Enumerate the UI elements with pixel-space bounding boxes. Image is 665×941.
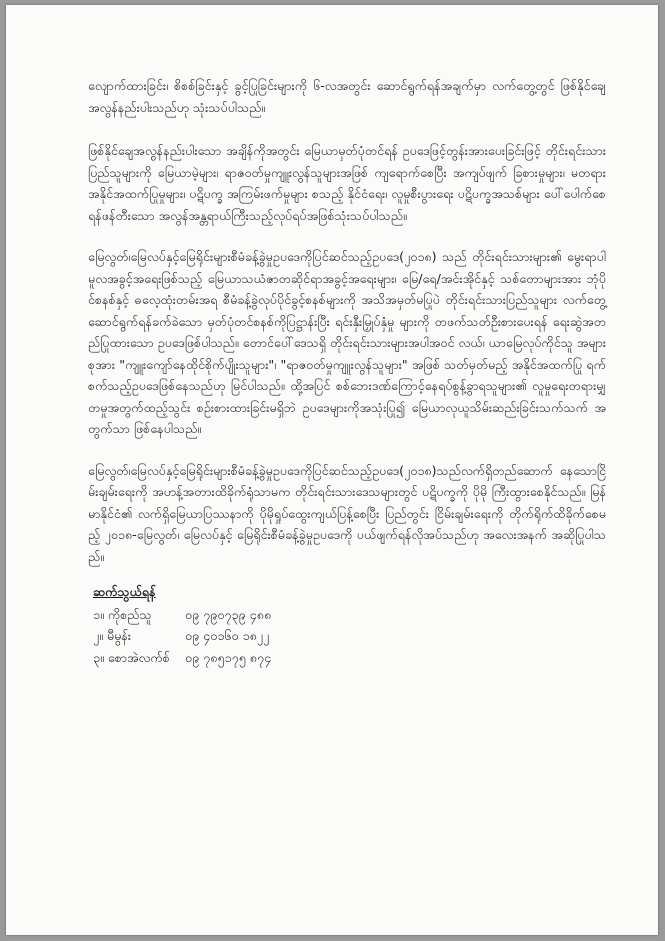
contact-section [93, 581, 513, 668]
contact-name: ၂။ မီမွန်း [93, 628, 132, 643]
contact-row [93, 647, 513, 669]
contact-name: ၃။ စောအဲလက်စ် [93, 649, 170, 665]
paragraph-4: မြေလွတ်၊မြေလပ်နှင့်မြေရိုင်းများစီမံခန့်ခွဲမှုဥပဒေကိုပြင်ဆင်သည့်ဥပဒေ(၂၀၁၈)သည်လက်ရှိတည်ဆောက် နေသောငြိမ်းချမ်းရေးကို အဟန့်အတားထိခိုက်ရုံသာမက တိုင်းရင်းသားဒေသများတွင် ပဋိပက္ခကို ပိုမို ကြီးထွားစေနိုင်သည်။ မြန်မာနိုင်ငံ၏ လက်ရှိမြေယာပြဿနာကို ပိုမိုရှုပ်ထွေးကျယ်ပြန့်စေပြီး ပြည်တွင်း ငြိမ်းချမ်းရေးကို တိုက်ရိုက်ထိခိုက်စေမည့် ၂၀၁၈-မြေလွတ်၊ မြေလပ်နှင့် မြေရိုင်းစီမံခန့်ခွဲမှုဥပဒေကို ပယ်ဖျက်ရန်လိုအပ်သည်ဟု အလေးအနက် အဆိုပြုပါသည်။ [88, 462, 606, 564]
contact-phone: ၀၉ ၇၉၀၇၃၉ ၄၈၈ [185, 606, 272, 622]
contact-phone: ၀၉ ၄၀၁၆၀ ၁၈၂၂ [185, 628, 270, 643]
contact-phone: ၀၉ ၇၈၅၁၇၅ ၈၇၄ [185, 649, 272, 665]
statement-body [88, 75, 606, 587]
contact-row [93, 625, 513, 647]
contact-title: ဆက်သွယ်ရန် [93, 584, 156, 599]
contact-row [93, 604, 513, 626]
document-page [6, 5, 658, 935]
paragraph-3: မြေလွတ်၊မြေလပ်နှင့်မြေရိုင်းများစီမံခန့်ခွဲမှုဥပဒေကိုပြင်ဆင်သည့်ဥပဒေ(၂၀၁၈) သည် တိုင်းရင်းသားများ၏ မွေးရာပါမူလအခွင့်အရေးဖြစ်သည့် မြေယာသယံဇာတဆိုင်ရာအခွင့်အရေးများ၊ မြေ/ရေ/အင်းအိုင်နှင့် သစ်တောများအား ဘုံပိုင်စနစ်နှင့် ဓလေ့ထုံးတမ်းအရ စီမံခန့်ခွဲလုပ်ပိုင်ခွင့်စနစ်များကို အသိအမှတ်မပြုပဲ တိုင်းရင်းသားပြည်သူများ လက်တွေ့ဆောင်ရွက်ရန်ခက်ခဲသော မှတ်ပုံတင်စနစ်ကိုပြဋ္ဌာန်းပြီး ရင်းနှီးမြှုပ်နှံမှု များကို တဖက်သတ်ဦးစားပေးရန် ရေးဆွဲအတည်ပြုထားသော ဥပဒေဖြစ်ပါသည်။ တောင်ပေါ်ဒေသရှိ တိုင်းရင်းသားများအပါအဝင် လယ်၊ ယာမြေလုပ်ကိုင်သူ အများစုအား "ကျူးကျော်နေထိုင်စိုက်ပျိုးသူများ"၊ "ရာဇဝတ်မှုကျူးလွန်သူများ" အဖြစ် သတ်မှတ်မည့် အနိုင်အထက်ပြု ရက်စက်သည့်ဥပဒေဖြစ်နေသည်ဟု မြင်ပါသည်။ ထို့အပြင် စစ်ဘေးဒဏ်ကြောင့်နေရပ်စွန့်ခွာရသူများ၏ လူမှုရေးတရားမျှတမှုအတွက်ထည့်သွင်း စဉ်းစားထားခြင်းမရှိဘဲ ဥပဒေများကိုအသုံးပြု၍ မြေယာလုယူသိမ်းဆည်းခြင်းသက်သက် အတွက်သာ ဖြစ်နေပါသည်။ [88, 249, 606, 436]
paragraph-2: ဖြစ်နိုင်ချေအလွန်နည်းပါးသော အချိန်ကိုအတွင်း မြေယာမှတ်ပုံတင်ရန် ဥပဒေဖြင့်တွန်းအားပေးခြင်းဖြင့် တိုင်းရင်းသားပြည်သူများကို မြေယာမဲ့များ၊ ရာဇဝတ်မှုကျူးလွန်သူများအဖြစ် ကျရောက်စေပြီး အကျပ်ဖျက် ခြစားမှုများ၊ မတရား အနိုင်အထက်ပြုမှုများ၊ ပဋိပက္ခ အကြမ်းဖက်မှုများ စသည့် နိုင်ငံရေး၊ လူမှုစီးပွားရေး ပဋိပက္ခအသစ်များ ပေါ်ပေါက်စေရန်ဖန်တီးသော အလွန်အန္တရာယ်ကြီးသည့်လုပ်ရပ်အဖြစ်သုံးသပ်ပါသည်။ [88, 143, 606, 223]
paragraph-1: လျောက်ထားခြင်း၊ စိစစ်ခြင်းနှင့် ခွင့်ပြုခြင်းများကို ၆-လအတွင်း ဆောင်ရွက်ရန်အချက်မှာ လက်တွေ့တွင် ဖြစ်နိုင်ချေ အလွန်နည်းပါးသည်ဟု သုံးသပ်ပါသည်။ [88, 78, 606, 115]
contact-name: ၁။ ကိုစည်သူ [93, 606, 152, 622]
